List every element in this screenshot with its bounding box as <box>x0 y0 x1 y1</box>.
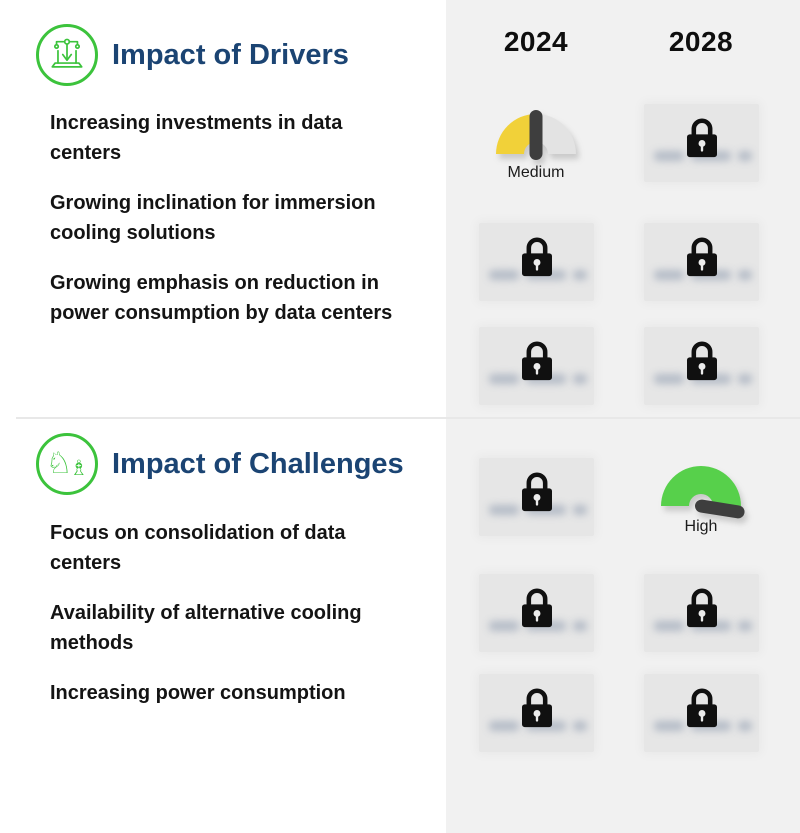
challenge-item-1: Focus on consolidation of data centers <box>50 522 346 574</box>
blurred-text <box>573 505 587 515</box>
impact-gauge-high <box>661 462 741 536</box>
locked-value-tile-drivers-3-2024[interactable] <box>479 327 594 405</box>
challenge-item-3: Increasing power consumption <box>50 682 346 704</box>
gauge-level-label-high: High <box>684 518 718 535</box>
driver-item-2: Growing inclination for immersion cooling solutions <box>50 192 376 244</box>
challenges-section-icon-circle <box>36 433 98 495</box>
locked-value-tile-challenges-2-2024[interactable] <box>479 574 594 652</box>
locked-value-tile-drivers-2-2024[interactable] <box>479 223 594 301</box>
challenge-item-2: Availability of alternative cooling methods <box>50 602 362 654</box>
locked-value-tile-challenges-3-2028[interactable] <box>644 674 759 752</box>
blurred-text <box>573 721 587 731</box>
gauge-needle <box>530 110 543 160</box>
driver-item-3: Growing emphasis on reduction in power consumption by data centers <box>50 272 393 324</box>
lock-icon <box>517 235 557 279</box>
blurred-text <box>654 270 684 280</box>
lock-icon <box>517 470 557 514</box>
blurred-text <box>573 270 587 280</box>
lock-icon <box>517 586 557 630</box>
blurred-text <box>738 621 752 631</box>
locked-value-tile-drivers-2-2028[interactable] <box>644 223 759 301</box>
section-divider <box>16 417 800 419</box>
driver-item-1: Increasing investments in data centers <box>50 112 343 164</box>
locked-value-tile-challenges-1-2024[interactable] <box>479 458 594 536</box>
locked-value-tile-drivers-1-2028[interactable] <box>644 104 759 182</box>
blurred-text <box>489 270 519 280</box>
blurred-text <box>489 505 519 515</box>
blurred-text <box>654 721 684 731</box>
column-header-2028: 2028 <box>668 26 734 57</box>
lock-icon <box>517 339 557 383</box>
blurred-text <box>489 374 519 384</box>
lock-icon <box>682 235 722 279</box>
lock-icon <box>517 686 557 730</box>
blurred-text <box>738 151 752 161</box>
blurred-text <box>489 721 519 731</box>
drivers-section-title: Impact of Drivers <box>112 39 349 71</box>
blurred-text <box>738 270 752 280</box>
lock-icon <box>682 686 722 730</box>
lock-icon <box>682 339 722 383</box>
lock-icon <box>682 586 722 630</box>
gauge-medium-dial <box>496 110 576 162</box>
locked-value-tile-challenges-3-2024[interactable] <box>479 674 594 752</box>
blurred-text <box>654 621 684 631</box>
gauge-high-dial <box>661 462 741 514</box>
blurred-text <box>573 621 587 631</box>
blurred-text <box>738 721 752 731</box>
gauge-level-label-medium: Medium <box>507 164 565 181</box>
lock-icon <box>682 116 722 160</box>
challenges-section-title: Impact of Challenges <box>112 448 404 480</box>
blurred-text <box>738 374 752 384</box>
blurred-text <box>654 374 684 384</box>
impact-gauge-medium <box>496 110 576 182</box>
blurred-text <box>654 151 684 161</box>
blurred-text <box>489 621 519 631</box>
chess-strategy-icon: ♘ ♗ <box>45 446 89 481</box>
locked-value-tile-drivers-3-2028[interactable] <box>644 327 759 405</box>
drivers-section-icon-circle <box>36 24 98 86</box>
column-header-2024: 2024 <box>503 26 569 57</box>
blurred-text <box>573 374 587 384</box>
locked-value-tile-challenges-2-2028[interactable] <box>644 574 759 652</box>
data-download-icon <box>48 36 86 74</box>
